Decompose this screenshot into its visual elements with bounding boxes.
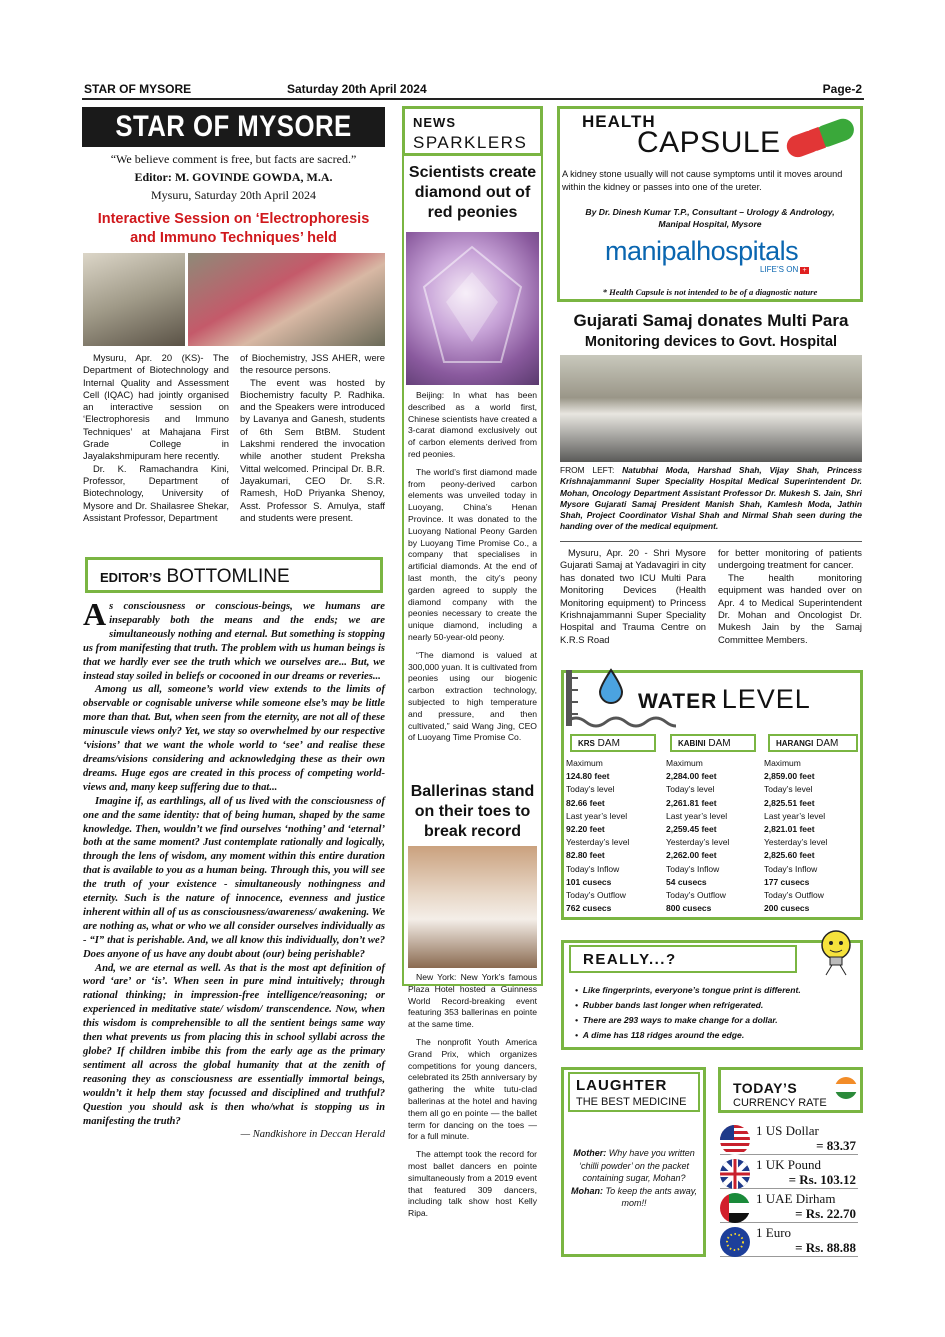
audience-photo	[188, 253, 385, 346]
diamond-icon	[406, 232, 539, 385]
gujarati-photo	[560, 355, 862, 462]
ballerinas-photo	[408, 846, 537, 968]
really-item-text: Rubber bands last longer when refrigerated.	[582, 1000, 764, 1010]
dam-values-krs	[566, 757, 662, 915]
really-item	[575, 985, 855, 995]
manipal-tagline	[760, 265, 809, 274]
editorial-label-box	[85, 557, 383, 593]
really-item	[575, 1000, 855, 1010]
currency-value: = Rs. 103.12	[788, 1172, 856, 1187]
dam-today-label: Today’s level	[566, 784, 615, 795]
bullet-icon: •	[575, 1015, 583, 1025]
currency-subtitle: CURRENCY RATE	[733, 1097, 827, 1109]
dam-last_year-label: Last year’s level	[764, 810, 826, 821]
dam-outflow-label: Today’s Outflow	[566, 890, 626, 901]
editorial-label-big: BOTTOMLINE	[166, 566, 290, 587]
health-byline1: By Dr. Dinesh Kumar T.P., Consultant – Urology & Andrology,	[585, 207, 835, 217]
masthead-title: STAR OF MYSORE	[103, 107, 364, 147]
water-title-b: LEVEL	[721, 684, 811, 714]
really-title: REALLY...?	[583, 951, 677, 968]
bullet-icon: •	[575, 1000, 583, 1010]
joke-mother-label: Mother:	[573, 1148, 607, 1158]
story1-para2: Dr. K. Ramachandra Kini, Professor, Department of Biotechnology, University of Mysore and Dr. Shailasree Shekar, Assistant Professor, Department	[83, 462, 229, 523]
speaker-photo	[83, 253, 185, 346]
dam-yesterday-label: Yesterday’s level	[566, 837, 630, 848]
currency-label-box	[718, 1067, 863, 1113]
currency-unit: 1 UAE Dirham	[756, 1191, 836, 1206]
story1-col2	[240, 352, 385, 524]
water-drop-icon	[596, 668, 626, 704]
sparklers-label-bottom: SPARKLERS	[413, 133, 528, 152]
currency-row	[720, 1123, 858, 1155]
dam-yesterday-label: Yesterday’s level	[764, 837, 828, 848]
gujarati-caption-text: Natubhai Moda, Harshad Shah, Vijay Shah, Princess Krishnajammanni Super Speciality Hospital Medical Superintendent Dr. Mohan, Oncology Department Assistant Professor Dr. Mukesh S. Jain, Shri Mysore Gujarati Samaj President Manish Shah, Kamlesh Moda, Jathin Shah, Project Coordinator Vishal Shah and Nirmal Shah seen during the handing over of the medical equipment.	[560, 465, 863, 532]
dam-yesterday-value: 2,825.60 feet	[764, 850, 815, 861]
currency-row	[720, 1191, 858, 1223]
dam-inflow-label: Today’s Inflow	[666, 863, 720, 874]
dam-inflow-value: 54 cusecs	[666, 876, 707, 887]
really-item	[575, 1030, 855, 1040]
sparklers-s1-para3: “The diamond is valued at 300,000 yuan. It is cultivated from peonies using our biogenic carbon extraction technology, subjected to high temperature and pressure, and then cultivated,” said Wang Jing, CEO of Luoyang Time Promise Co.	[408, 649, 537, 743]
joke-question: Why have you written ‘chilli powder’ on the packet containing sugar, Mohan?	[579, 1148, 695, 1183]
editorial-body	[83, 596, 386, 1142]
dam-outflow-label: Today’s Outflow	[666, 890, 726, 901]
joke-text	[564, 1147, 704, 1210]
gujarati-headline-line2: Monitoring devices to Govt. Hospital	[584, 334, 838, 350]
sparklers-label-box	[402, 106, 543, 156]
dam-last_year-label: Last year’s level	[566, 810, 628, 821]
currency-title: TODAY’S	[733, 1080, 798, 1096]
gujarati-para2: for better monitoring of patients undergoing treatment for cancer.	[718, 547, 862, 571]
dam-max-label: Maximum	[764, 758, 801, 768]
dam-last_year-value: 92.20 feet	[566, 824, 605, 835]
gujarati-caption	[560, 465, 862, 533]
currency-unit: 1 US Dollar	[756, 1123, 819, 1138]
sparklers-headline1: Scientists create diamond out of red peonies	[408, 164, 537, 221]
really-item-text: Like fingerprints, everyone’s tongue print is different.	[582, 985, 801, 995]
currency-row	[720, 1157, 858, 1189]
gujarati-col2	[718, 547, 862, 646]
joke-answer: To keep the ants away, mom!!	[605, 1185, 698, 1208]
wave-icon	[566, 712, 676, 732]
dam-inflow-label: Today’s Inflow	[764, 863, 818, 874]
capsule-icon	[780, 112, 860, 162]
dam-values-kabini	[666, 757, 762, 915]
bullet-icon: •	[575, 1030, 583, 1040]
sparklers-story1	[408, 390, 537, 744]
dam-values-harangi	[764, 757, 860, 915]
motto: “We believe comment is free, but facts are sacred.”	[110, 152, 357, 166]
dam-yesterday-value: 82.80 feet	[566, 850, 605, 861]
eu-flag-icon	[720, 1227, 750, 1257]
story1-headline-line2: and Immuno Techniques’ held	[130, 230, 337, 246]
dam-today-label: Today’s level	[764, 784, 813, 795]
health-label-top: HEALTH	[582, 112, 656, 131]
editorial-para4: And, we are eternal as well. As that is the most apt definition of word ‘are’ or ‘is’. When seen in pure mind intuitively; through rational thinking; in impression-free intelligence/reasoning; or experienced in meditative state/ wisdom/ transcendence. Now, when this wisdom is comprehensible to all the sentient beings same way then what prevents us from placing this in school syllabi across the globe? If children imbibe this from the early age as the primary sentiment all across the global humanity that at the zenith of reasoning they as consciousness are essentially immortal beings, wouldn’t it help them stay focussed and disciplined and truthful? Question you should ask is then who/what is stopping us in manifesting the truth?	[83, 962, 385, 1127]
uae-flag-icon	[720, 1193, 750, 1223]
sparklers-s1-para2: The world’s first diamond made from peony-derived carbon elements was unveiled today in Luoyang, China’s Henan Province. It was donated to the Luoyang National Peony Garden by Luoyang Time Promise Co., a company that specialises in artificial diamonds. At the end of last month, the city’s peony garden agreed to supply the diamond company with the peonies necessary to create the unique diamond, including a nearly 50-year-old peony.	[408, 466, 537, 642]
dam-outflow-value: 800 cusecs	[666, 903, 712, 914]
uk-flag-icon	[720, 1159, 750, 1189]
sparklers-s2-para2: The nonprofit Youth America Grand Prix, which organizes competitions for young dancers, celebrated its 25th anniversary by gathering the white tutu-clad ballerinas at the hotel and having them all go en pointe — the ballet term for dancing on the toes — for a full minute.	[408, 1036, 537, 1142]
dam-today-value: 82.66 feet	[566, 797, 605, 808]
masthead-info	[82, 150, 385, 204]
dam-label-harangi: HARANGI DAM	[768, 734, 858, 752]
water-title	[638, 684, 811, 715]
editorial-label-small: EDITOR’S	[100, 570, 162, 585]
gujarati-caption-lead: FROM LEFT:	[560, 465, 615, 475]
really-item	[575, 1015, 855, 1025]
dam-label-kabini: KABINI DAM	[670, 734, 756, 752]
gujarati-para1: Mysuru, Apr. 20 - Shri Mysore Gujarati Samaj at Yadavagiri in city has donated two ICU Multi Para Monitoring Devices (Health Monitoring equipment) to Princess Krishnajammanni Super Speciality Hospital and Trauma Centre on K.R.S Road	[560, 547, 706, 645]
editorial-byline: — Nandkishore in Deccan Herald	[240, 1129, 385, 1141]
dam-today-value: 2,825.51 feet	[764, 797, 815, 808]
water-title-a: WATER	[638, 690, 718, 713]
page-header	[82, 80, 864, 100]
really-label-box	[569, 945, 797, 973]
dam-max-label: Maximum	[566, 758, 603, 768]
currency-value: = Rs. 22.70	[795, 1206, 856, 1221]
dam-today-label: Today’s level	[666, 784, 715, 795]
dam-inflow-label: Today’s Inflow	[566, 863, 620, 874]
dam-last_year-value: 2,259.45 feet	[666, 824, 717, 835]
dateline: Mysuru, Saturday 20th April 2024	[151, 188, 316, 202]
paper-name: STAR OF MYSORE	[84, 82, 192, 96]
dam-outflow-label: Today’s Outflow	[764, 890, 824, 901]
laughter-title: LAUGHTER	[576, 1077, 668, 1094]
story1-para4: The event was hosted by Biochemistry faculty P. Radhika. and the Speakers were introduced by Lavanya and Ganesh, students of 6th Sem BtBM. Student Lakshmi rendered the invocation while another student Preksha Vittal welcomed. Principal Dr. B.R. Jayakumari, CEO Dr. S.R. Ramesh, HoD Priyanka Shenoy, Asst. Professor S. Amulya, staff and students were present.	[240, 376, 385, 523]
dam-label-krs: KRS DAM	[570, 734, 656, 752]
dam-outflow-value: 200 cusecs	[764, 903, 810, 914]
manipal-logo-a: manipal	[605, 236, 697, 266]
masthead-bar	[82, 107, 385, 147]
diamond-photo	[406, 232, 539, 385]
sparklers-s2-para1: New York: New York’s famous Plaza Hotel hosted a Guinness World Record-breaking event featuring 353 ballerinas en pointe at the same time.	[408, 972, 537, 1030]
currency-unit: 1 UK Pound	[756, 1157, 822, 1172]
story1-col1	[83, 352, 229, 524]
dam-max-value: 124.80 feet	[566, 771, 610, 782]
dam-max-value: 2,284.00 feet	[666, 771, 717, 782]
really-list	[575, 985, 855, 1045]
dam-yesterday-label: Yesterday’s level	[666, 837, 730, 848]
sparklers-label-top: NEWS	[413, 115, 456, 130]
dam-outflow-value: 762 cusecs	[566, 903, 612, 914]
gujarati-col1	[560, 547, 706, 646]
editorial-dropcap: A	[83, 596, 107, 632]
sparklers-s1-para1: Beijing: In what has been described as a world first, Chinese scientists have created a 3-carat diamond exclusively out of carbon elements derived from red peonies.	[408, 390, 537, 459]
gujarati-para3: The health monitoring equipment was handed over on Apr. 4 to Medical Superintendent Dr. Mohan and Oncologist Dr. Mukesh Jain by the Samaj Committee Members.	[718, 571, 862, 645]
currency-row	[720, 1225, 858, 1257]
currency-unit: 1 Euro	[756, 1225, 792, 1240]
sparklers-story2	[408, 972, 537, 1220]
story1-para3: of Biochemistry, JSS AHER, were the resource persons.	[240, 352, 385, 376]
really-item-text: A dime has 118 ridges around the edge.	[582, 1030, 745, 1040]
page-number: Page-2	[822, 82, 862, 96]
editor-line: Editor: M. GOVINDE GOWDA, M.A.	[134, 170, 333, 184]
dam-last_year-label: Last year’s level	[666, 810, 728, 821]
dam-yesterday-value: 2,262.00 feet	[666, 850, 717, 861]
gujarati-headline-line1: Gujarati Samaj donates Multi Para	[573, 311, 849, 330]
story1-headline-line1: Interactive Session on ‘Electrophoresis	[97, 211, 370, 227]
laughter-label-box	[568, 1072, 700, 1112]
currency-value: = Rs. 88.88	[795, 1240, 856, 1255]
sparklers-headline2: Ballerinas stand on their toes to break record	[410, 783, 535, 840]
health-byline2: Manipal Hospital, Mysore	[658, 218, 762, 229]
dam-max-value: 2,859.00 feet	[764, 771, 815, 782]
dam-inflow-value: 177 cusecs	[764, 876, 810, 887]
editorial-para3: Imagine if, as earthlings, all of us lived with the consciousness of one and the same identity: that of being human, shaped by the same knowledge. Then, wouldn’t we find ourselves ‘nothing’ and ‘eternal’ both at the same moment? Just contemplate rationally and logically, through the lens of wisdom, any moment within this entire duration that is available to you as a human being. Through this, you will see the truth of your existence - simultaneously nothingness and eternity. Such is the nature of innocence, evenness and justice inherent within all of us as consciousness/awareness/ awakening. We are nothing as, what or who we all consider ourselves individually as - “I” that is perishable. And, we all know this individually, don’t we? Does anyone of us have any doubt about (our) being perishable?	[83, 795, 385, 960]
editorial-para1: s consciousness or conscious-beings, we humans are inseparably both the means and the ends; we are simultaneously nothing and eternal. But something is stopping us from manifesting that truth. The problem with us human beings is that we hardly ever see the truth which we ourselves are... But, we instead stay soiled in beliefs or cocooned in our dreams or reveries...	[83, 601, 386, 682]
story1-headline	[82, 210, 385, 248]
gujarati-headline	[558, 310, 864, 352]
health-byline	[562, 207, 858, 230]
dam-today-value: 2,261.81 feet	[666, 797, 717, 808]
caption-divider	[560, 541, 862, 542]
us-flag-icon	[720, 1125, 750, 1155]
manipal-logo-b: hospitals	[696, 236, 799, 266]
dam-max-label: Maximum	[666, 758, 703, 768]
health-label-bottom: CAPSULE	[637, 126, 781, 159]
lightbulb-icon	[812, 927, 860, 977]
health-disclaimer: * Health Capsule is not intended to be of a diagnostic nature	[602, 287, 818, 297]
issue-date: Saturday 20th April 2024	[287, 82, 427, 96]
joke-mohan-label: Mohan:	[570, 1185, 603, 1196]
dam-last_year-value: 2,821.01 feet	[764, 824, 815, 835]
laughter-subtitle: THE BEST MEDICINE	[576, 1096, 687, 1108]
really-item-text: There are 293 ways to make change for a dollar.	[582, 1015, 778, 1025]
sparklers-s2-para3: The attempt took the record for most ballet dancers en pointe simultaneously from a 2019 event that featured 309 dancers, including talk show host Kelly Ripa.	[408, 1149, 537, 1219]
india-flag-icon	[835, 1077, 857, 1099]
manipal-logo	[605, 236, 798, 267]
manipal-tagline-text: LIFE’S ON	[760, 265, 799, 274]
health-text: A kidney stone usually will not cause symptoms until it moves around within the kidney or passes into one of the ureter.	[562, 169, 843, 192]
editorial-para2: Among us all, someone’s world view extends to the limits of observable or cognisable universe while someone else’s may be little more than that. But, when seen from the eternity, are not all of these minuscule views only? Yet, we stay so overwhelmed by our respective ‘visions’ that we want the whole world to ‘see’ and realise these dreams/visions considering and acknowledging these as their own dreams. Huge egos are created in this process of competing world-views and, many keep suffering due to that...	[83, 684, 385, 793]
currency-value: = 83.37	[816, 1138, 856, 1153]
bullet-icon: •	[575, 985, 583, 995]
dam-inflow-value: 101 cusecs	[566, 876, 612, 887]
story1-para1: Mysuru, Apr. 20 (KS)- The Department of Biotechnology and Internal Quality and Assessment Cell (IQAC) had jointly organised an interactive session on ‘Electrophoresis and Immuno Techniques’ at Mahajana First Grade College in Jayalakshmipuram here recently.	[83, 352, 229, 462]
plus-icon: +	[802, 267, 807, 274]
